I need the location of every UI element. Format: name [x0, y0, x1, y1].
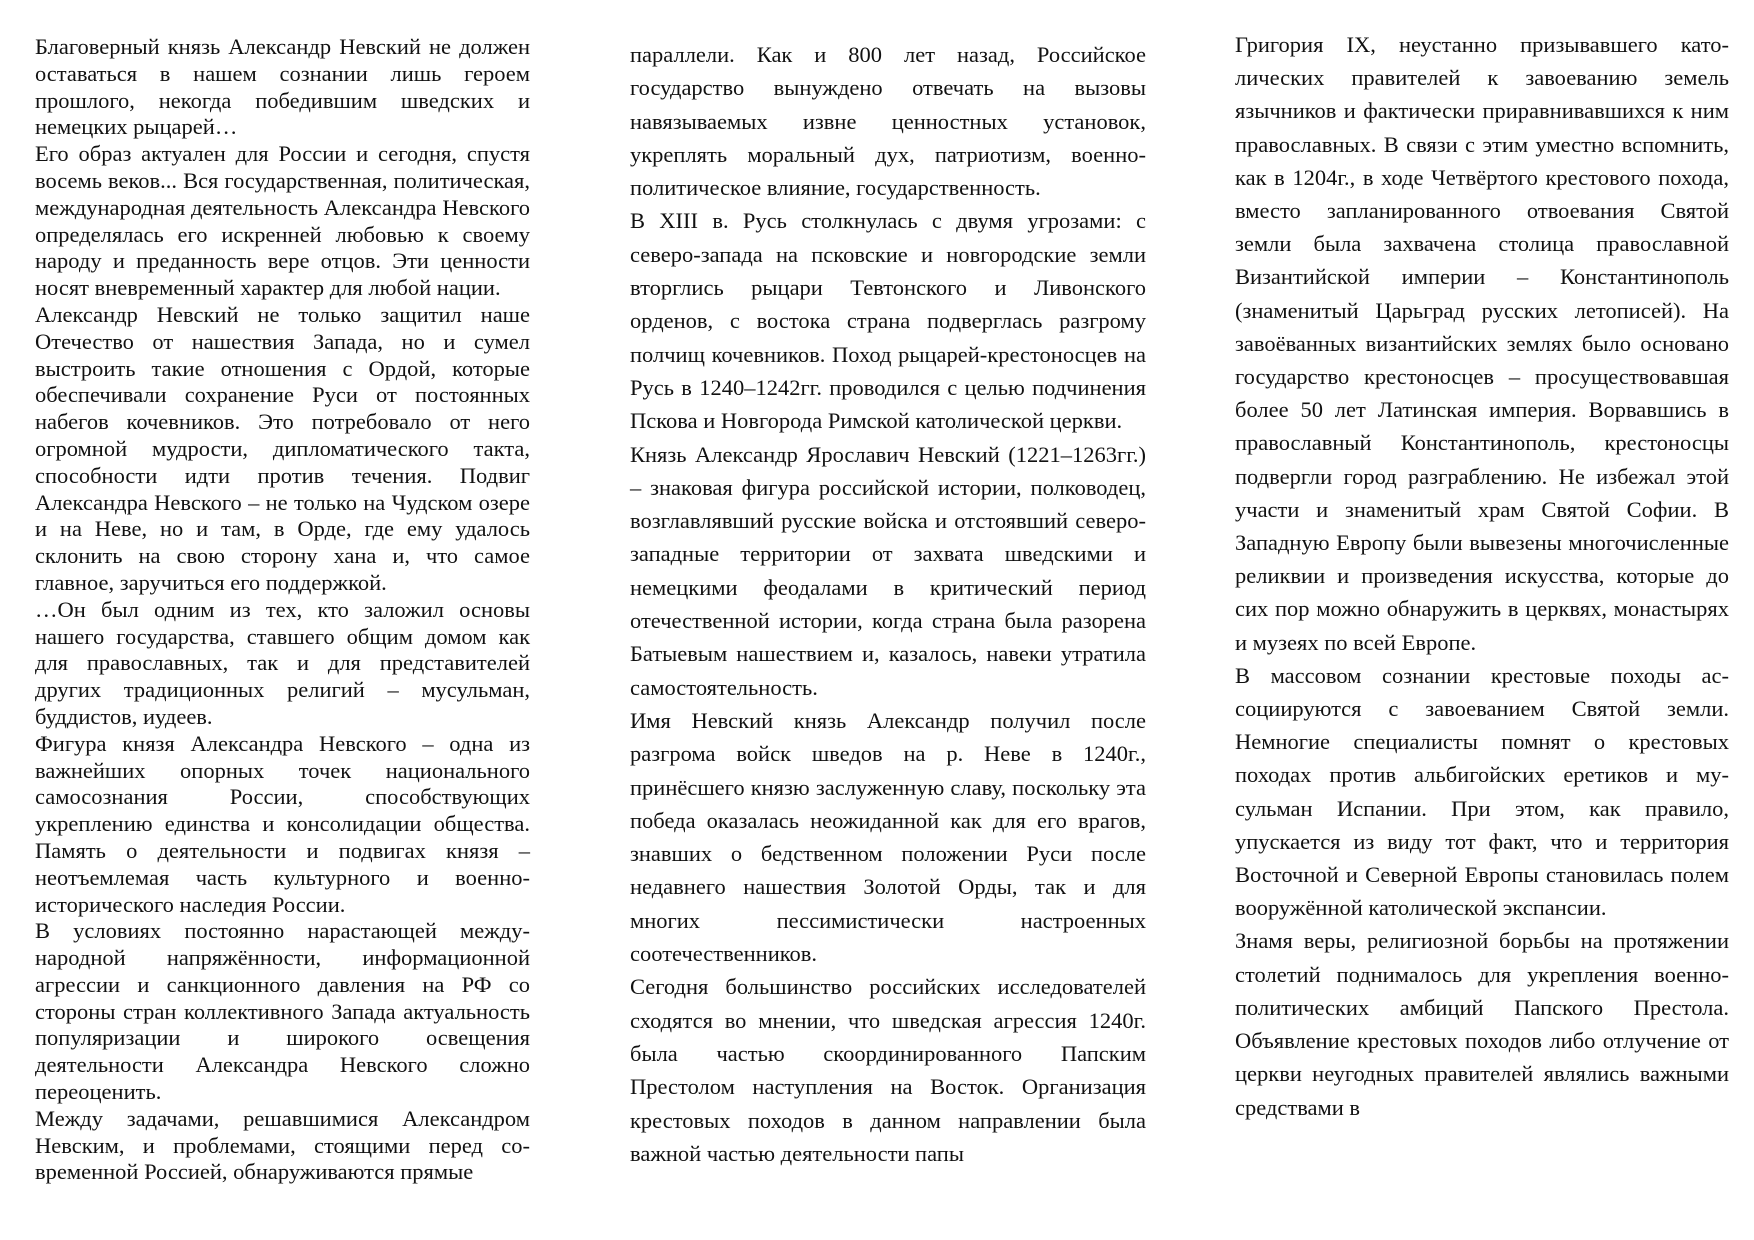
paragraph: Сегодня большинство российских исследователей сходятся во мнении, что шведская агрессия 1240г. была частью скоординированного Папским Престолом наступления на Восток. Организация крестовых походов в данном направлении была важной частью деятельности папы [630, 974, 1146, 1166]
paragraph: Между задачами, решавшимися Александром Невским, и проблемами, стоящими перед современной Россией, обнаруживаются прямые [35, 1105, 530, 1185]
paragraph: Его образ актуален для России и сегодня, спустя восемь веков... Вся государственная, политическая, международная деятельность Александра Невского определялась его искренней любовью к своему народу и преданность вере отцов. Эти ценности носят вневременный характер для любой нации. [35, 141, 530, 301]
paragraph: В массовом сознании крестовые походы ассоциируются с завоеванием Святой земли. Немногие специалисты помнят о крестовых походах против альбигойских еретиков и мусульман Испании. При этом, как правило, упускается из виду тот факт, что и территория Восточной и Северной Европы становилась полем вооружённой католической экспансии. [1235, 662, 1729, 921]
paragraph: …Он был одним из тех, кто заложил основы нашего государства, ставшего общим домом как для православных, так и для представителей других традиционных религий – мусульман, буддистов, иудеев. [35, 596, 530, 729]
paragraph: В XIII в. Русь столкнулась с двумя угрозами: с северо-запада на псковские и новгородские земли вторглись рыцари Тевтонского и Ливонского орденов, с востока страна подверглась разгрому полчищ кочевников. Поход рыцарей-крестоносцев на Русь в 1240–1242гг. проводился с целью подчинения Пскова и Новгорода Римской католической церкви. [630, 208, 1146, 434]
paragraph: Григория IX, неустанно призывавшего католических правителей к завоеванию земель язычников и фактически приравнивавшихся к ним православных. В связи с этим уместно вспомнить, как в 1204г., в ходе Четвёртого крестового похода, вместо запланированного отвоевания Святой земли была захвачена столица православной Византийской империи – Константинополь (знаменитый Царьград русских летописей). На завоёванных византийских землях было основано государство крестоносцев – просуществовавшая более 50 лет Латинская империя. Ворвавшись в православный Константинополь, крестоносцы подвергли город разграблению. Не избежал этой участи и знаменитый храм Святой Софии. В Западную Европу были вывезены многочисленные реликвии и произведения искусства, которые до сих пор можно обнаружить в церквях, монастырях и музеях по всей Европе. [1235, 32, 1729, 655]
paragraph: Фигура князя Александра Невского – одна из важнейших опорных точек национального самосознания России, способствующих укреплению единства и консолидации общества. Память о деятельности и подвигах князя – неотъемлемая часть культурного и военно-исторического наследия России. [35, 730, 530, 917]
text-column-3 [1235, 28, 1729, 1124]
paragraph: В условиях постоянно нарастающей международной напряжённости, информационной агрессии и санкционного давления на РФ со стороны стран коллективного Запада актуальность популяризации и широкого освещения деятельности Александра Невского сложно переоценить. [35, 918, 530, 1105]
paragraph: Знамя веры, религиозной борьбы на протяжении столетий поднималось для укрепления военно-политических амбиций Папского Престола. Объявление крестовых походов либо отлучение от церкви неугодных правителей являлись важными средствами в [1235, 928, 1729, 1120]
text-column-1 [35, 34, 530, 1186]
paragraph: Имя Невский князь Александр получил после разгрома войск шведов на р. Неве в 1240г., принёсшего князю заслуженную славу, поскольку эта победа оказалась неожиданной как для его врагов, знавших о бедственном положении Руси после недавнего нашествия Золотой Орды, так и для многих пессимистически настроенных соотечественников. [630, 707, 1146, 967]
paragraph: Благоверный князь Александр Невский не должен оставаться в нашем сознании лишь героем прошлого, некогда победившим шведских и немецких рыцарей… [35, 34, 530, 140]
paragraph: Александр Невский не только защитил наше Отечество от нашествия Запада, но и сумел выстроить такие отношения с Ордой, которые обеспечивали сохранение Руси от постоянных набегов кочевников. Это потребовало от него огромной мудрости, дипломатического такта, способности идти против течения. Подвиг Александра Невского – не только на Чудском озере и на Неве, но и там, в Орде, где ему удалось склонить на свою сторону хана и, что самое главное, заручиться его поддержкой. [35, 301, 530, 595]
paragraph: параллели. Как и 800 лет назад, Российское государство вынуждено отвечать на вызовы навязываемых извне ценностных установок, укреплять моральный дух, патриотизм, военно-политическое влияние, государственность. [630, 42, 1146, 201]
paragraph: Князь Александр Ярославич Невский (1221–1263гг.) – знаковая фигура российской истории, полководец, возглавлявший русские войска и отстоявший северо-западные территории от захвата шведскими и немецкими феодалами в критический период отечественной истории, когда страна была разорена Батыевым нашествием и, казалось, навеки утратила самостоятельность. [630, 441, 1146, 700]
text-column-2 [630, 38, 1146, 1170]
